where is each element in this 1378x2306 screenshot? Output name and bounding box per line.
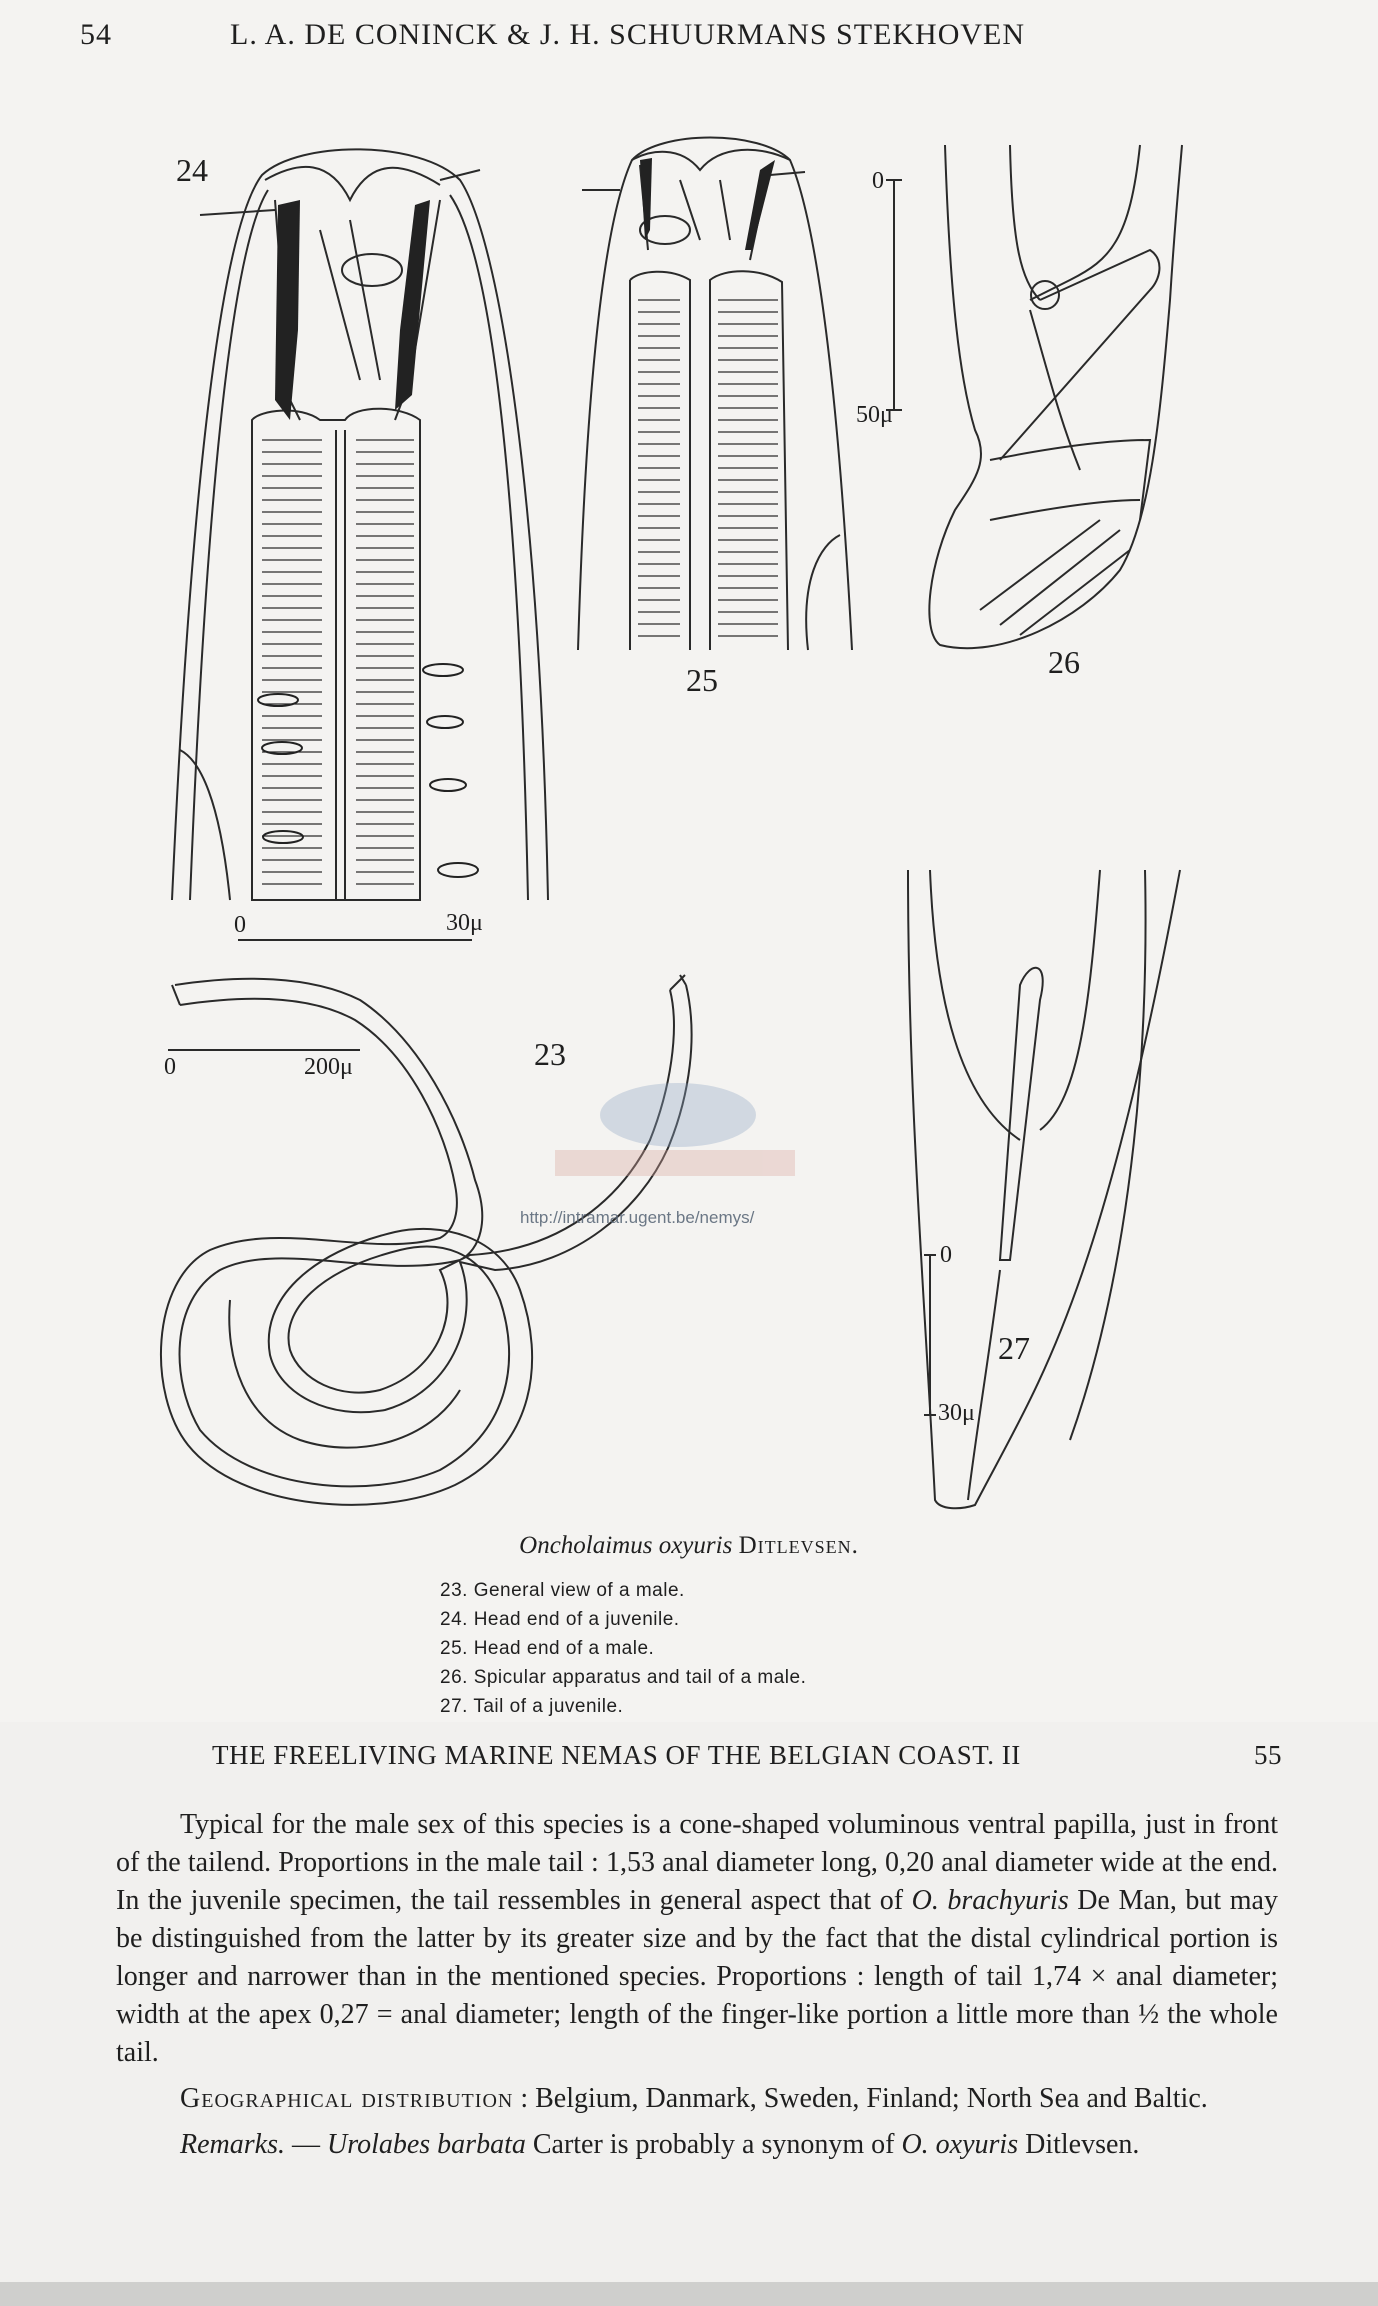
figure-label-25: 25 (686, 662, 718, 698)
page-number-54: 54 (80, 18, 112, 51)
figure-23-drawing (161, 975, 692, 1505)
paragraph-remarks (116, 2126, 1278, 2164)
figure-label-26: 26 (1048, 644, 1080, 680)
caption-item: 23. General view of a male. (440, 1580, 685, 1601)
scale-27-zero: 0 (940, 1242, 952, 1268)
paragraph-text: Typical for the male sex of this species is a cone-shaped voluminous ventral papilla, just in front of the tailend. Proportions in the male tail : 1,53 anal diameter long, 0,20 anal diameter wide at the end. In the juvenile specimen, the tail ressembles in general aspect that of (116, 1809, 1278, 1916)
figure-25-striations (638, 300, 778, 636)
scale-27-value: 30μ (938, 1400, 975, 1426)
watermark-logo (555, 1083, 795, 1176)
species-name: O. oxyuris (901, 2129, 1019, 2160)
caption-item: 26. Spicular apparatus and tail of a male. (440, 1667, 807, 1688)
caption-species: Oncholaimus oxyuris (519, 1532, 733, 1559)
dash: — (284, 2129, 327, 2160)
remarks-heading: Remarks. (180, 2129, 285, 2160)
body-text (116, 1806, 1278, 2172)
caption-item: 25. Head end of a male. (440, 1638, 655, 1659)
figure-label-23: 23 (534, 1036, 566, 1072)
scale-23-zero: 0 (164, 1054, 176, 1080)
distribution-heading: Geographical distribution (180, 2083, 514, 2114)
paragraph-text: De Man, but may be distinguished from the latter by its greater size and by the fact that the distal cylindrical portion is longer and narrower than in the mentioned species. Proportions : length of tail 1,74 × anal diameter; width at the apex 0,27 = anal diameter; length of the finger-like portion a little more than ½ the whole tail. (116, 1885, 1278, 2068)
page-edge (0, 2282, 1378, 2306)
top-running-head (80, 18, 1110, 58)
figure-label-27: 27 (998, 1330, 1030, 1366)
caption-item: 24. Head end of a juvenile. (440, 1609, 680, 1630)
species-name: O. brachyuris (911, 1885, 1069, 1916)
scale-24-zero: 0 (234, 912, 246, 938)
page-number-55: 55 (1254, 1740, 1282, 1770)
figure-label-24: 24 (176, 152, 208, 188)
scale-24-value: 30μ (446, 910, 483, 936)
figure-24-striations (262, 440, 414, 884)
scale-23-value: 200μ (304, 1054, 353, 1080)
paragraph-description (116, 1806, 1278, 2072)
paragraph-text: : Belgium, Danmark, Sweden, Finland; North Sea and Baltic. (513, 2083, 1208, 2114)
authors-header: L. A. DE CONINCK & J. H. SCHUURMANS STEKHOVEN (230, 18, 1026, 51)
figure-26-drawing (929, 145, 1182, 648)
bottom-running-head (212, 1740, 1282, 1780)
figure-25-drawing (578, 138, 852, 651)
scale-26-zero: 0 (872, 168, 884, 194)
caption-item: 27. Tail of a juvenile. (440, 1696, 624, 1717)
running-head-title: THE FREELIVING MARINE NEMAS OF THE BELGIAN COAST. II (212, 1740, 1021, 1770)
paragraph-text: Carter is probably a synonym of (525, 2129, 902, 2160)
figure-plate (0, 120, 1378, 1520)
caption-list (440, 1576, 1040, 1721)
scale-26-value: 50μ (856, 402, 893, 428)
figure-caption-title (0, 1532, 1378, 1560)
species-name: Urolabes barbata (326, 2129, 526, 2160)
caption-author: Ditlevsen. (738, 1532, 859, 1559)
paragraph-text: Ditlevsen. (1018, 2129, 1140, 2160)
paragraph-distribution (116, 2080, 1278, 2118)
watermark-url: http://intramar.ugent.be/nemys/ (520, 1208, 755, 1227)
